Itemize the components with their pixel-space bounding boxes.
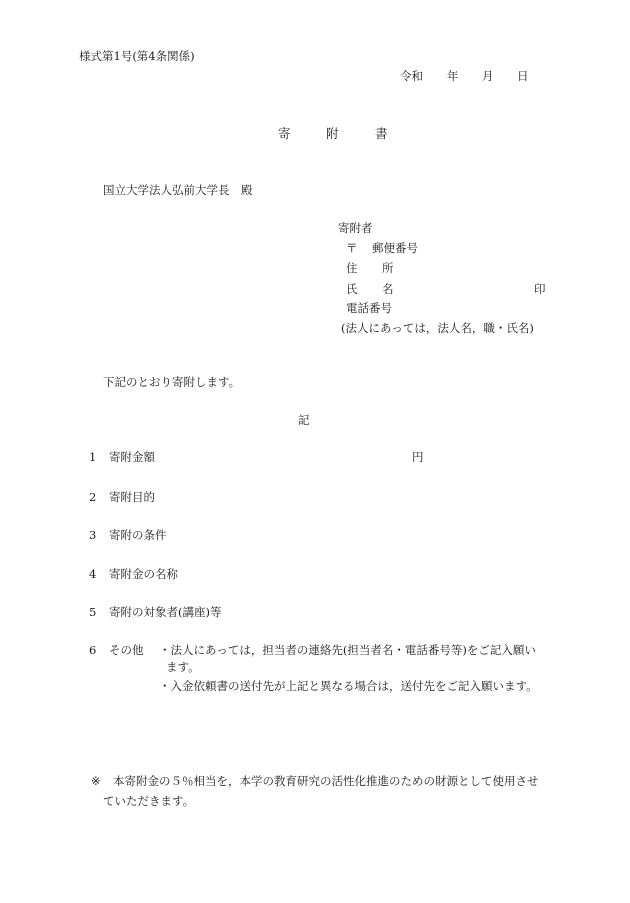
seal-mark: 印 [534, 282, 546, 296]
name-label-2: 名 [382, 282, 394, 296]
date-day: 日 [517, 69, 529, 83]
item-label: 寄附の対象者(講座)等 [109, 605, 222, 619]
item-label: 寄附金額 [109, 450, 155, 464]
item-label: 寄附目的 [109, 490, 155, 504]
item-number: 5 [89, 605, 97, 619]
yen-suffix: 円 [412, 450, 424, 464]
item-number: 1 [89, 450, 97, 464]
postal-mark: 〒 [346, 241, 358, 255]
donor-heading: 寄附者 [338, 221, 373, 235]
item-label: 寄附の条件 [109, 528, 167, 542]
address-label-1: 住 [346, 261, 358, 275]
date-era: 令和 [400, 69, 423, 83]
other-note-1-line-2: ます。 [166, 660, 200, 674]
date-month: 月 [482, 69, 494, 83]
item-number: 3 [89, 528, 97, 542]
item-number: 6 [89, 643, 97, 657]
name-label-1: 氏 [346, 282, 358, 296]
addressee: 国立大学法人弘前大学長 殿 [103, 183, 253, 197]
ki-heading: 記 [298, 413, 310, 427]
item-label: 寄附金の名称 [109, 567, 178, 581]
intro-text: 下記のとおり寄附します。 [103, 375, 241, 389]
other-note-2: ・入金依頼書の送付先が上記と異なる場合は，送付先をご記入願います。 [159, 679, 538, 693]
address-label-2: 所 [382, 261, 394, 275]
footnote-mark: ※ [91, 774, 101, 788]
footnote-line-1: 本寄附金の５％相当を，本学の教育研究の活性化推進のための財源として使用させ [113, 774, 539, 788]
phone-label: 電話番号 [346, 301, 392, 315]
corp-note: (法人にあっては，法人名，職・氏名) [341, 321, 534, 335]
title-char-1: 寄 [278, 126, 291, 141]
form-label: 様式第1号(第4条関係) [79, 49, 195, 63]
item-label: その他 [109, 643, 144, 657]
title-char-3: 書 [375, 126, 388, 141]
other-note-1-line-1: ・法人にあっては，担当者の連絡先(担当者名・電話番号等)をご記入願い [159, 643, 536, 657]
date-year: 年 [447, 69, 459, 83]
footnote-line-2: ていただきます。 [103, 794, 195, 808]
item-number: 2 [89, 490, 97, 504]
item-number: 4 [89, 567, 97, 581]
title-char-2: 附 [326, 126, 339, 141]
postal-code-label: 郵便番号 [372, 241, 418, 255]
